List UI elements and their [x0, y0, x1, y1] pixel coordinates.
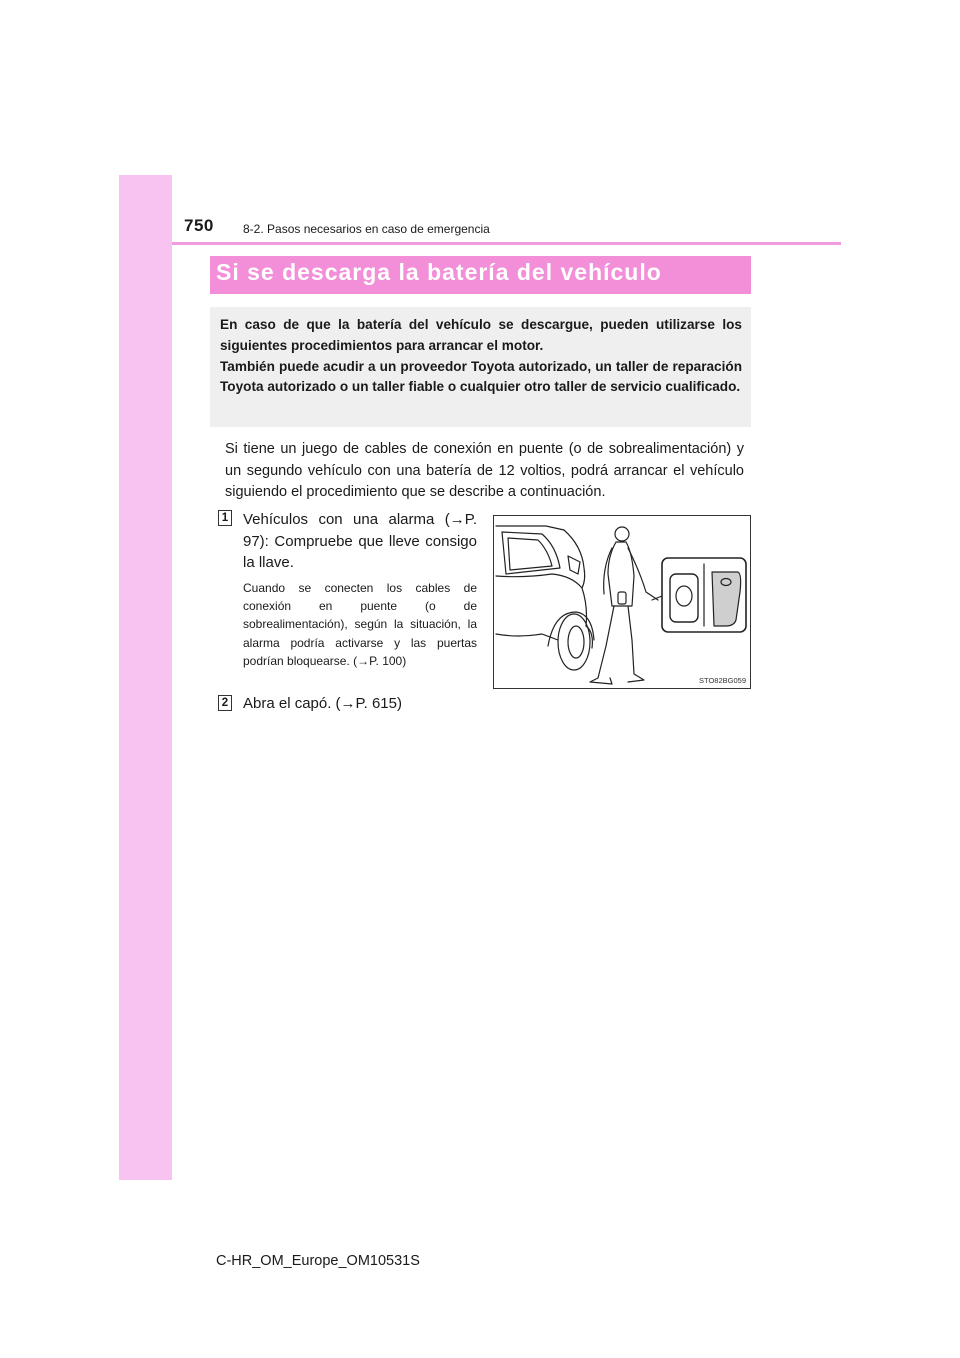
person-leg-back: [628, 606, 644, 682]
key-fob-back: [712, 572, 741, 626]
illustration-key-check: [493, 515, 751, 689]
car-wheel-hub: [568, 626, 584, 658]
footer-doc-id: C-HR_OM_Europe_OM10531S: [216, 1253, 420, 1269]
header-rule: [172, 242, 841, 245]
step-1-text: Vehículos con una alarma (→P. 97): Compruebe que lleve consigo la llave.: [243, 511, 477, 571]
section-reference: 8-2. Pasos necesarios en caso de emergencia: [243, 222, 490, 236]
step-2-text: Abra el capó. (→P. 615): [243, 695, 402, 712]
key-fob-button: [676, 586, 692, 606]
key-fob-front: [670, 574, 698, 622]
car-person-key-illustration: [494, 516, 751, 689]
person-head: [615, 527, 629, 541]
intro-line-1: En caso de que la batería del vehículo se descargue, pueden utilizarse los siguientes procedimientos para arrancar el motor.: [220, 317, 742, 353]
intro-box: [210, 307, 751, 427]
step-1-note: Cuando se conecten los cables de conexión en puente (o de sobrealimentación), según la situación, la alarma podría activarse y las puertas podrían bloquearse. (→P. 100): [243, 581, 477, 668]
page-title: Si se descarga la batería del vehículo: [216, 259, 662, 285]
car-side-panel: [496, 574, 587, 626]
car-window-inner: [508, 538, 552, 570]
person-leg-front: [590, 606, 614, 684]
illustration-code: STO82BG059: [699, 676, 746, 685]
car-roof-line: [496, 526, 564, 530]
car-wheel: [558, 614, 590, 670]
step-2-badge: 2: [218, 695, 232, 711]
car-lower-body: [496, 634, 558, 640]
page-number: 750: [184, 216, 214, 235]
body-paragraph: Si tiene un juego de cables de conexión en puente (o de sobrealimentación) y un segundo vehículo con una batería de 12 voltios, podrá arrancar el vehículo siguiendo el procedimiento que se describe a continuación.: [225, 441, 744, 500]
side-tab-band: [119, 175, 172, 1180]
car-tail-light: [568, 556, 580, 574]
intro-line-2: También puede acudir a un proveedor Toyota autorizado, un taller de reparación Toyota autorizado o un taller fiable o cualquier otro taller de servicio cualificado.: [220, 358, 742, 395]
key-fob-in-hand: [618, 592, 626, 604]
step-1-badge: 1: [218, 510, 232, 526]
